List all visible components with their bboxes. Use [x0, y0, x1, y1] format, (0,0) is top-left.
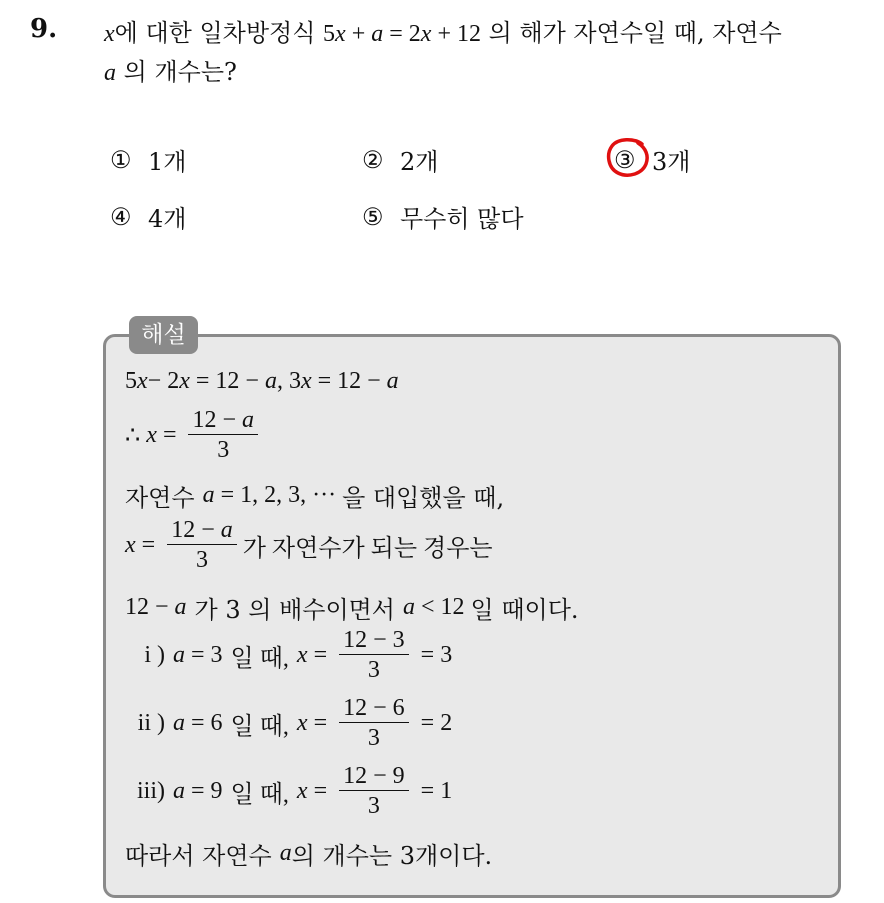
solution-line-5: 12 − a 가 3 의 배수이면서 a < 12 일 때이다. — [125, 594, 579, 624]
solution-title: 해설 — [129, 316, 198, 354]
choice-1[interactable]: ① 1개 — [110, 145, 187, 176]
question-text-part3: 의 개수는? — [123, 58, 237, 86]
fraction: $\frac{12 - a}{3}$ — [188, 406, 258, 465]
solution-conclusion: 따라서 자연수 a 의 개수는 3개이다. — [125, 840, 493, 870]
solution-case-3: iii) a = 9 일 때, x = $\frac{12 - 9}{3}$ = 1 — [137, 763, 453, 819]
solution-line-4: x = $\frac{12 - a}{3}$ 가 자연수가 되는 경우는 — [125, 517, 493, 573]
solution-line-3: 자연수 a = 1, 2, 3, ··· 을 대입했을 때, — [125, 482, 505, 512]
choice-4[interactable]: ④ 4개 — [110, 202, 187, 233]
fraction: $\frac{12 - 6}{3}$ — [339, 694, 409, 753]
solution-case-1: i ) a = 3 일 때, x = $\frac{12 - 3}{3}$ = 3 — [144, 627, 453, 683]
question-number: 9. — [30, 14, 58, 44]
choice-2[interactable]: ② 2개 — [362, 145, 439, 176]
choice-3[interactable]: ③ 3개 — [614, 145, 691, 176]
answer-circle-icon — [604, 136, 650, 178]
solution-line-2: ∴ x = $\frac{12 - a}{3}$ — [125, 406, 264, 465]
var-a: a — [104, 60, 116, 86]
fraction: $\frac{12 - 9}{3}$ — [339, 762, 409, 821]
fraction: $\frac{12 - 3}{3}$ — [339, 626, 409, 685]
choice-5[interactable]: ⑤ 무수히 많다 — [362, 202, 524, 233]
question-text-part2: 의 해가 자연수일 때, 자연수 — [488, 19, 782, 47]
solution-case-2: ii ) a = 6 일 때, x = $\frac{12 - 6}{3}$ = 2 — [137, 695, 453, 751]
solution-line-1: 5 x − 2 x = 12 − a , 3 x = 12 − a — [125, 368, 399, 394]
question-text-part1: 에 대한 일차방정식 — [114, 19, 316, 47]
fraction: $\frac{12 - a}{3}$ — [167, 516, 237, 575]
question-text — [104, 14, 874, 92]
var-x: x — [104, 21, 115, 47]
question-equation: 5x + a = 2x + 12 — [323, 21, 481, 47]
